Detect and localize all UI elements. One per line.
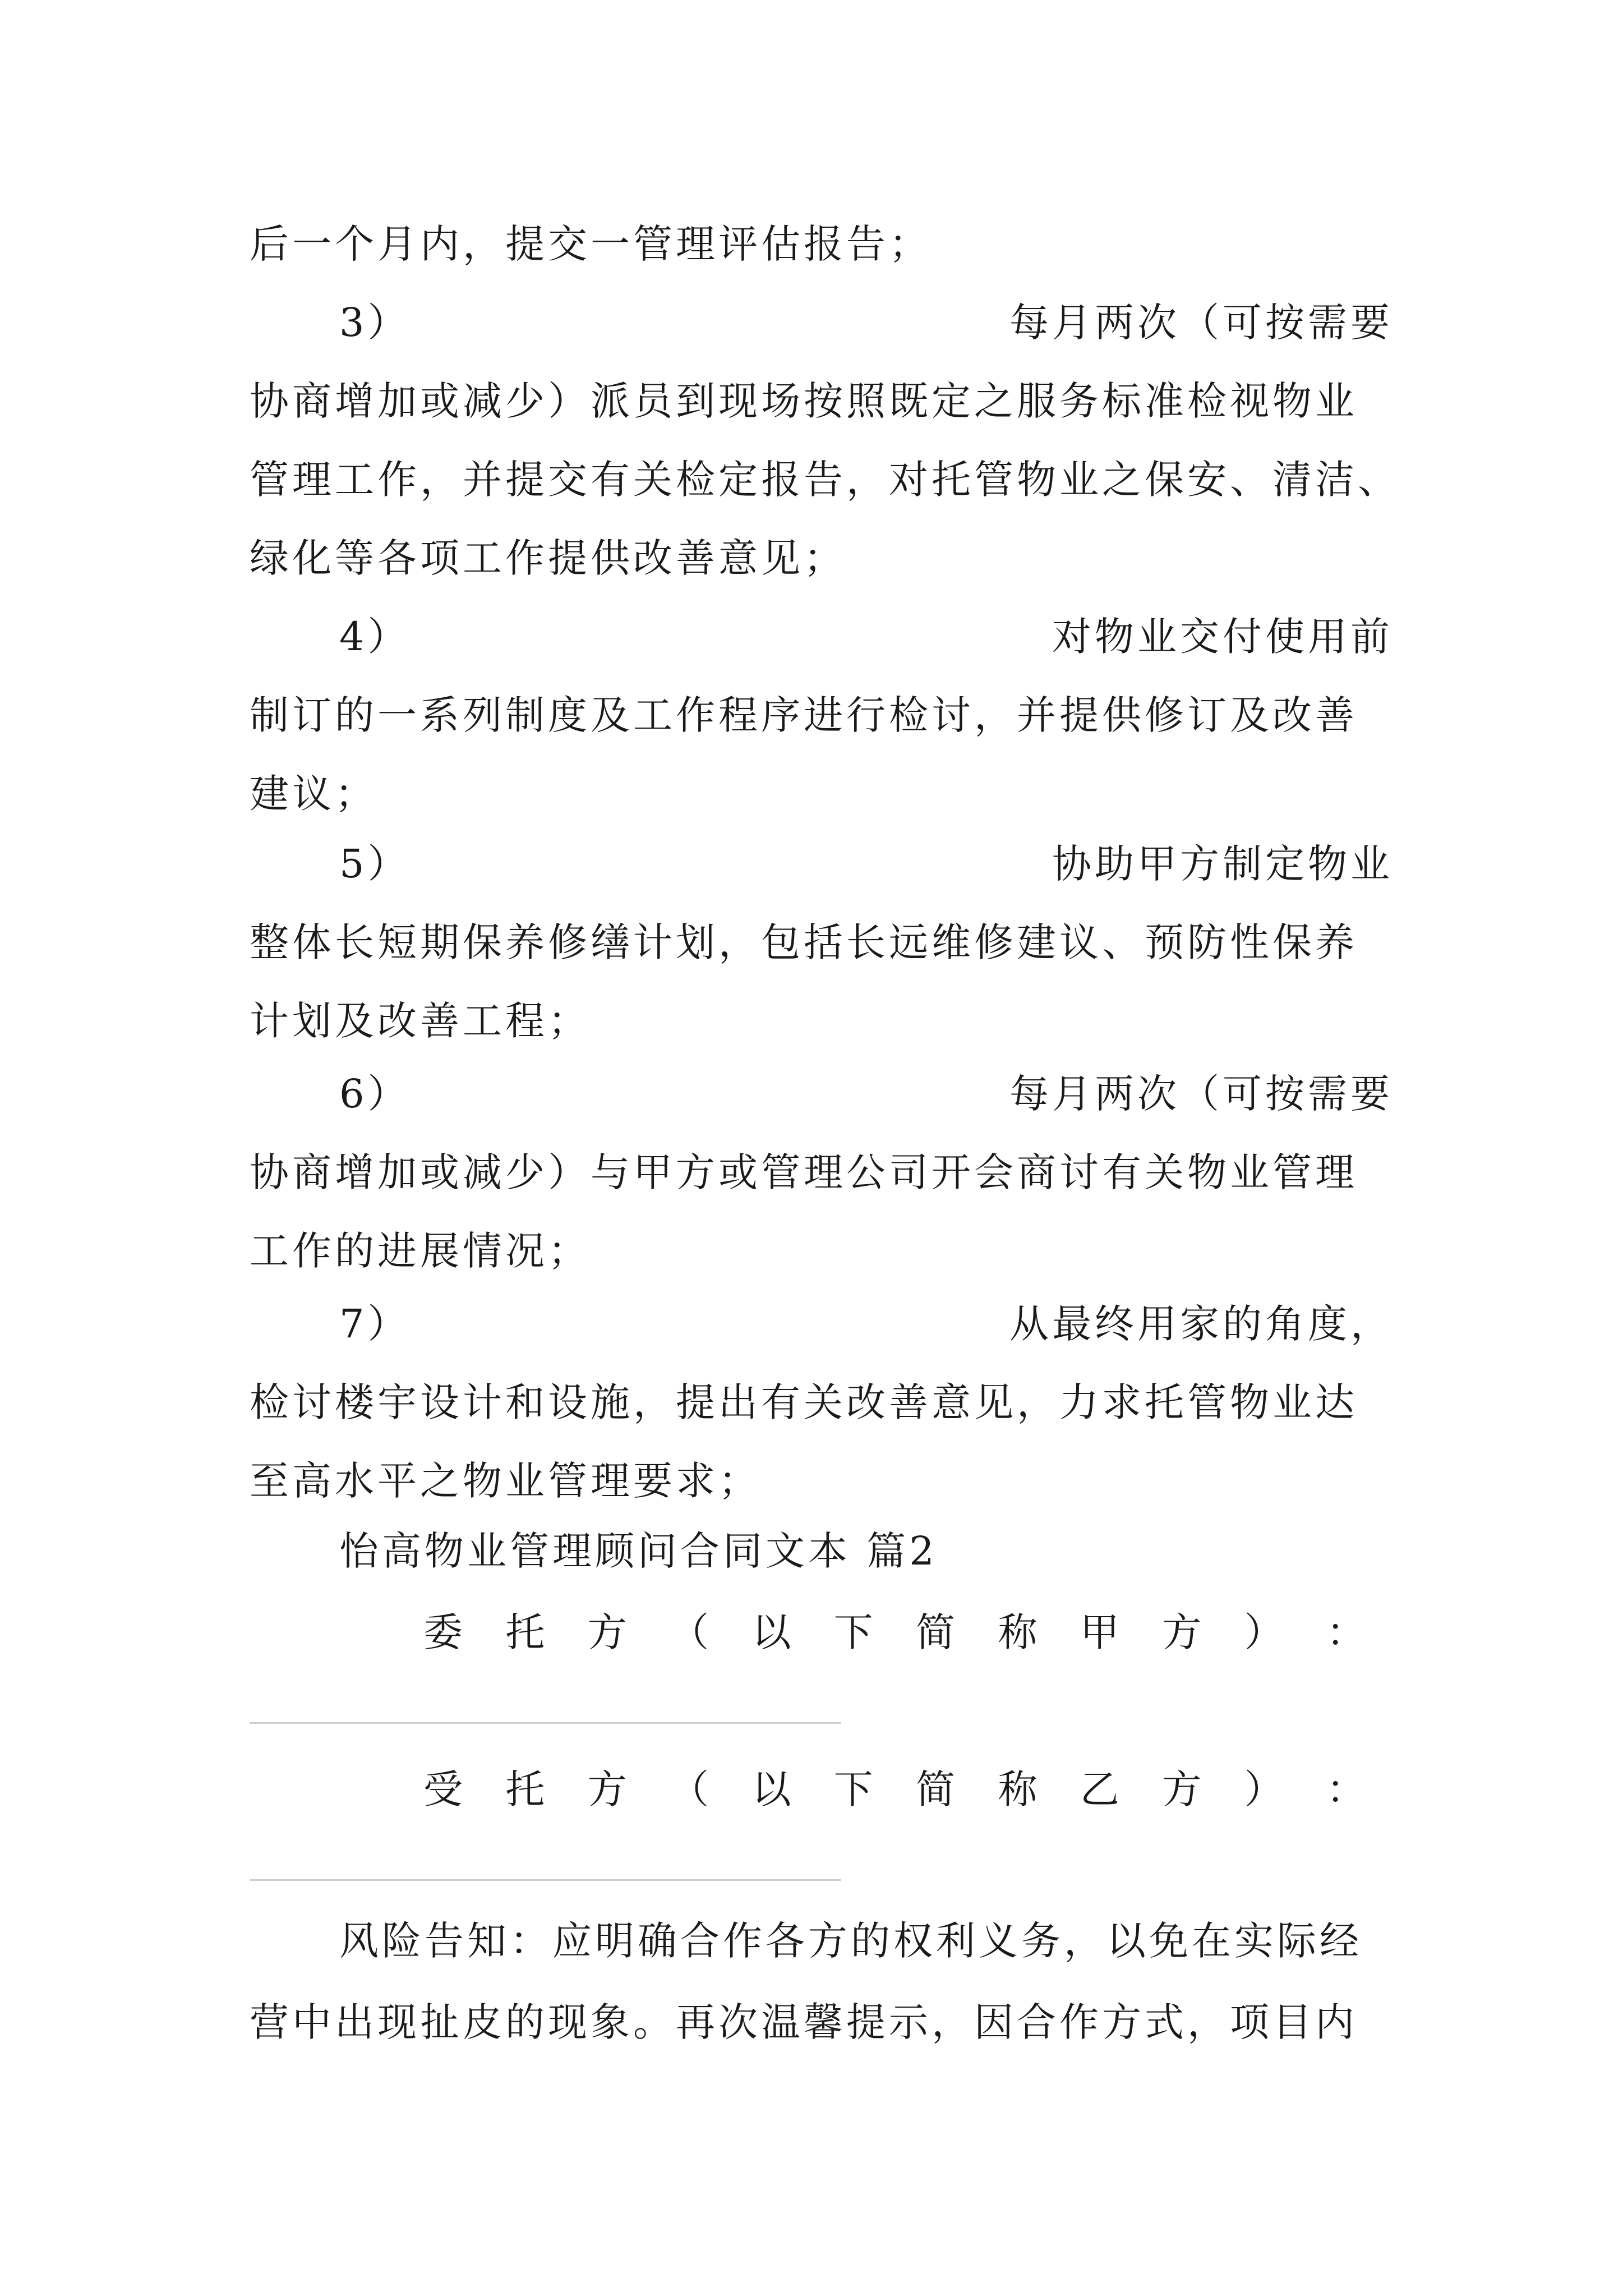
party-a-char: （ [670,1609,709,1655]
text-line: 营中出现扯皮的现象。再次温馨提示，因合作方式，项目内 [250,1999,1358,2045]
party-b-char: ： [1326,1766,1366,1812]
party-b-char: 下 [833,1766,873,1812]
party-a-char: ） [1244,1609,1284,1655]
party-b-line [423,1761,1366,1818]
text-line: 后一个月内，提交一管理评估报告； [250,221,932,267]
party-a-char: 称 [998,1609,1038,1655]
text-line: 工作的进展情况； [250,1228,591,1274]
party-a-fill-line [250,1722,841,1724]
party-a-char: 方 [587,1609,627,1655]
item-heading: 对物业交付使用前 [1052,614,1393,660]
party-a-char: 简 [916,1609,956,1655]
item-number: 6） [339,1071,411,1117]
item-heading: 从最终用家的角度， [1009,1301,1393,1347]
party-a-char: 下 [833,1609,873,1655]
section-title: 怡高物业管理顾问合同文本 篇2 [339,1528,938,1574]
party-b-char: 托 [505,1766,545,1812]
item-number: 7） [339,1301,411,1347]
text-line: 计划及改善工程； [250,998,591,1044]
party-b-char: 简 [916,1766,956,1812]
text-line: 绿化等各项工作提供改善意见； [250,535,846,581]
item-heading: 每月两次（可按需要 [1009,300,1393,346]
party-a-char: 甲 [1080,1609,1119,1655]
party-b-char: 以 [751,1766,791,1812]
party-b-char: 称 [998,1766,1038,1812]
text-line: 协商增加或减少）与甲方或管理公司开会商讨有关物业管理 [250,1149,1358,1195]
party-b-char: （ [670,1766,709,1812]
party-a-char: 方 [1162,1609,1202,1655]
text-line: 管理工作，并提交有关检定报告，对托管物业之保安、清洁、 [250,457,1400,503]
text-line: 整体长短期保养修缮计划，包括长远维修建议、预防性保养 [250,919,1358,965]
text-line: 至高水平之物业管理要求； [250,1458,761,1504]
party-a-char: 以 [751,1609,791,1655]
party-b-char: 乙 [1080,1766,1119,1812]
item-number: 5） [339,841,411,887]
party-b-char: 方 [587,1766,627,1812]
party-b-fill-line [250,1879,841,1881]
party-b-char: ） [1244,1766,1284,1812]
party-a-char: ： [1326,1609,1366,1655]
party-a-char: 托 [505,1609,545,1655]
party-b-char: 受 [423,1766,463,1812]
text-line: 协商增加或减少）派员到现场按照既定之服务标准检视物业 [250,378,1358,424]
party-b-char: 方 [1162,1766,1202,1812]
item-number: 4） [339,614,411,660]
text-line: 制订的一系列制度及工作程序进行检讨，并提供修订及改善 [250,692,1358,738]
text-line: 建议； [250,771,377,817]
item-number: 3） [339,300,411,346]
risk-notice-line: 风险告知：应明确合作各方的权利义务，以免在实际经 [339,1918,1362,1964]
party-a-char: 委 [423,1609,463,1655]
text-line: 检讨楼宇设计和设施，提出有关改善意见，力求托管物业达 [250,1379,1358,1425]
item-heading: 协助甲方制定物业 [1052,841,1393,887]
item-heading: 每月两次（可按需要 [1009,1071,1393,1117]
party-a-line [423,1604,1366,1660]
